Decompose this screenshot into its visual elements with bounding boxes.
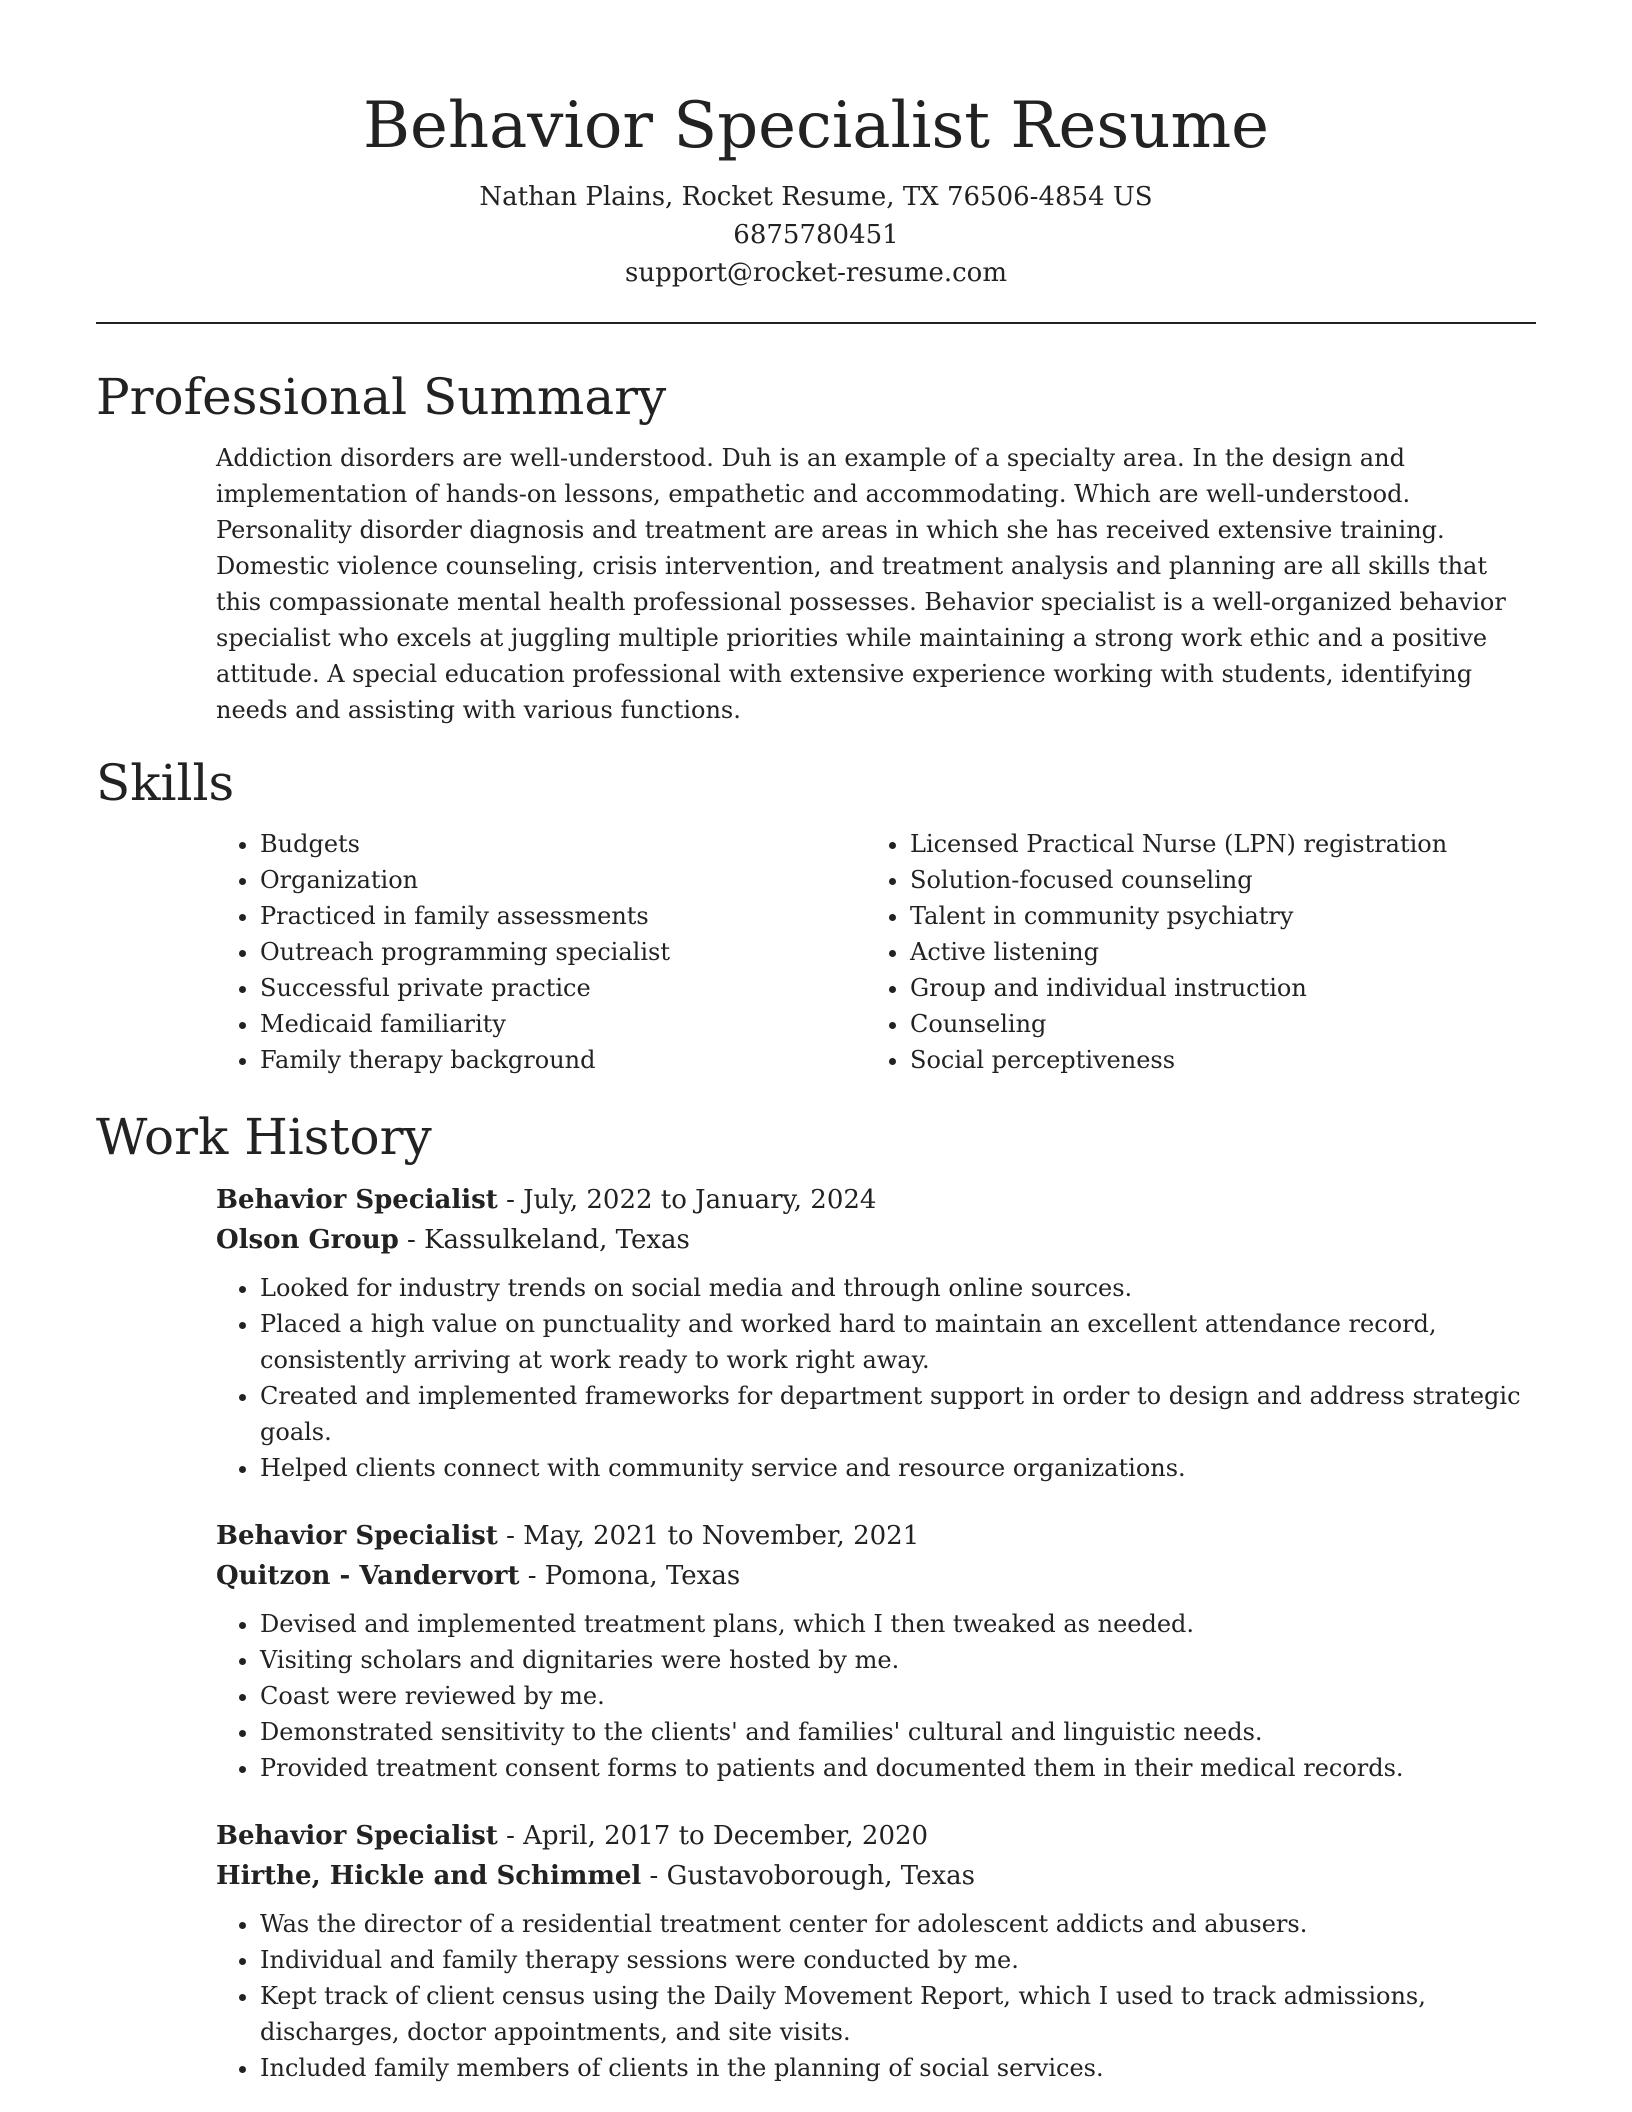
job-title-line [216, 1816, 1536, 1856]
job-duty: • Provided treatment consent forms to patients and documented them in their medical records. [260, 1750, 1536, 1786]
skill-item: • Social perceptiveness [910, 1042, 1506, 1078]
job-title: Behavior Specialist [216, 1521, 498, 1551]
job-entry [216, 1516, 1536, 1786]
skills-column-right [866, 826, 1506, 1078]
job-duty: • Looked for industry trends on social media and through online sources. [260, 1270, 1536, 1306]
skill-item: • Outreach programming specialist [260, 934, 866, 970]
resume-title: Behavior Specialist Resume [362, 89, 1270, 163]
summary-heading: Professional Summary [96, 368, 667, 426]
job-dates: - April, 2017 to December, 2020 [497, 1821, 929, 1851]
job-company-line [216, 1220, 1536, 1260]
job-title-line [216, 1516, 1536, 1556]
skill-item: • Medicaid familiarity [260, 1006, 866, 1042]
job-duty: • Helped clients connect with community service and resource organizations. [260, 1450, 1536, 1486]
skill-item: • Organization [260, 862, 866, 898]
job-company-line [216, 1856, 1536, 1896]
job-duty: • Created and implemented frameworks for department support in order to design and address strategic goals. [260, 1378, 1536, 1450]
skill-item: • Budgets [260, 826, 866, 862]
job-company: Hirthe, Hickle and Schimmel [216, 1861, 642, 1891]
skills-heading: Skills [96, 754, 235, 812]
skill-item: • Licensed Practical Nurse (LPN) registration [910, 826, 1506, 862]
job-company-line [216, 1556, 1536, 1596]
job-title-line [216, 1180, 1536, 1220]
job-duty: • Coast were reviewed by me. [260, 1678, 1536, 1714]
summary-text: Addiction disorders are well-understood. Duh is an example of a specialty area. In the design and implementation of hands-on lessons, empathetic and accommodating. Which are well-understood. Personality disorder diagnosis and treatment are areas in which she has received extensive training. Domestic violence counseling, crisis intervention, and treatment analysis and planning are all skills that this compassionate mental health professional possesses. Behavior specialist is a well-organized behavior specialist who excels at juggling multiple priorities while maintaining a strong work ethic and a positive attitude. A special education professional with extensive experience working with students, identifying needs and assisting with various functions. [216, 444, 1506, 724]
skill-item: • Family therapy background [260, 1042, 866, 1078]
skill-item: • Counseling [910, 1006, 1506, 1042]
work-history-heading: Work History [96, 1108, 432, 1166]
contact-phone: 6875780451 [733, 220, 899, 250]
job-duty: • Demonstrated sensitivity to the clients' and families' cultural and linguistic needs. [260, 1714, 1536, 1750]
job-dates: - July, 2022 to January, 2024 [497, 1185, 877, 1215]
job-duty: • Visiting scholars and dignitaries were hosted by me. [260, 1642, 1536, 1678]
job-duty: • Placed a high value on punctuality and worked hard to maintain an excellent attendance record, consistently arriving at work ready to work right away. [260, 1306, 1536, 1378]
job-title: Behavior Specialist [216, 1821, 498, 1851]
skill-item: • Active listening [910, 934, 1506, 970]
job-dates: - May, 2021 to November, 2021 [497, 1521, 920, 1551]
job-entry [216, 1180, 1536, 1486]
skills-column-left [216, 826, 866, 1078]
contact-address: Nathan Plains, Rocket Resume, TX 76506-4854 US [479, 182, 1153, 212]
job-location: - Pomona, Texas [519, 1561, 741, 1591]
skills-list [216, 826, 1536, 1078]
job-duty: • Devised and implemented treatment plans, which I then tweaked as needed. [260, 1606, 1536, 1642]
job-duties [216, 1270, 1536, 1486]
skill-item: • Successful private practice [260, 970, 866, 1006]
job-company: Quitzon - Vandervort [216, 1561, 520, 1591]
job-duties [216, 1906, 1536, 2086]
skill-item: • Group and individual instruction [910, 970, 1506, 1006]
job-duty: • Kept track of client census using the Daily Movement Report, which I used to track admissions, discharges, doctor appointments, and site visits. [260, 1978, 1536, 2050]
job-duty: • Was the director of a residential treatment center for adolescent addicts and abusers. [260, 1906, 1536, 1942]
job-duty: • Included family members of clients in the planning of social services. [260, 2050, 1536, 2086]
job-duty: • Individual and family therapy sessions were conducted by me. [260, 1942, 1536, 1978]
job-location: - Kassulkeland, Texas [398, 1225, 690, 1255]
job-location: - Gustavoborough, Texas [641, 1861, 976, 1891]
resume-page [96, 0, 1536, 2112]
job-entry [216, 1816, 1536, 2086]
job-title: Behavior Specialist [216, 1185, 498, 1215]
contact-block [96, 178, 1536, 292]
skill-item: • Solution-focused counseling [910, 862, 1506, 898]
header-divider [96, 322, 1536, 324]
skill-item: • Talent in community psychiatry [910, 898, 1506, 934]
job-company: Olson Group [216, 1225, 399, 1255]
contact-email: support@rocket-resume.com [624, 258, 1007, 288]
skill-item: • Practiced in family assessments [260, 898, 866, 934]
job-duties [216, 1606, 1536, 1786]
